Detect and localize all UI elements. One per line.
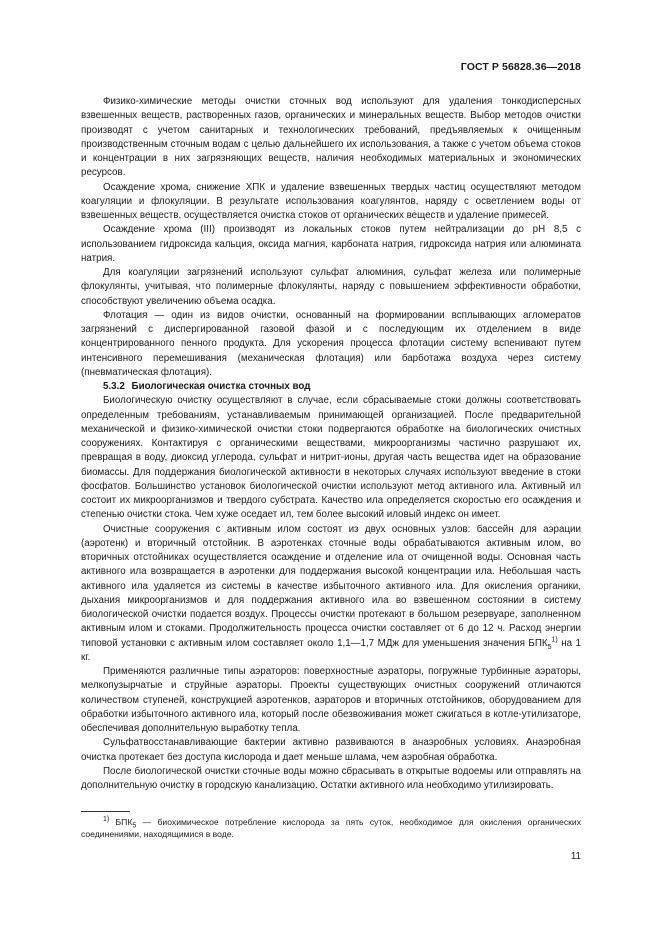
paragraph-text: Очистные сооружения с активным илом состоят из двух основных узлов: бассейн для аэрации (аэротенк) и вторичный отстойник. В аэротенках сточные воды обрабатываются активным илом, во вторичных отстойниках осуществляется осаждение и отделение ила от очищенной воды. Основная часть активного ила возвращается в аэротенки для поддержания высокой концентрации ила. Небольшая часть активного ила удаляется из системы в качестве избыточного активного ила. Для окисления органики, дыхания микроорганизмов и для поддержания активного ила во взвешенном состоянии в систему биологической очистки подается воздух. Процессы очистки протекают в большом резервуаре, заполненном активным илом и стоками. Продолжительность процесса очистки составляет от 6 до 12 ч. Расход энергии типовой установки с активным илом составляет около 1,1—1,7 МДж для уменьшения значения БПК	[81, 523, 581, 649]
footnote-abbr: БПК	[115, 817, 133, 827]
paragraph-tail: на 1 кг.	[81, 637, 581, 663]
footnote-divider	[81, 811, 130, 812]
section-number: 5.3.2	[103, 381, 125, 392]
subscript: 5	[132, 822, 137, 830]
paragraph	[81, 523, 581, 666]
section-heading	[81, 380, 581, 394]
paragraph: Для коагуляции загрязнений используют сульфат алюминия, сульфат железа или полимерные флокулянты, учитывая, что полимерные флокулянты, наряду с повышением эффективности обработки, способствуют увеличению объема осадка.	[81, 267, 581, 307]
paragraph: Сульфатвосстанавливающие бактерии активно развиваются в анаэробных условиях. Анаэробная очистка протекает без доступа кислорода и дает меньше шлама, чем аэробная обработка.	[81, 737, 581, 763]
paragraph: Биологическую очистку осуществляют в случае, если сбрасываемые стоки должны соответствовать определенным требованиям, устанавливаемым принимающей организацией. После предварительной механической и физико-химической очистки стоки подвергаются обработке на биологических очистных сооружениях. Контактируя с органическими веществами, микроорганизмы частично разрушают их, превращая в воду, диоксид углерода, сульфат и нитрит-ионы, другая часть вещества идет на образование биомассы. Для поддержания биологической активности в некоторых случаях используют введение в стоки фосфатов. Большинство установок биологической очистки используют метод активного ила. Активный ил состоит их микроорганизмов и твердого субстрата. Качество ила определяется скоростью его осаждения и степенью очистки стока. Чем хуже оседает ил, тем более высокий иловый индекс он имеет.	[81, 395, 581, 521]
paragraph: Применяются различные типы аэраторов: поверхностные аэраторы, погружные турбинные аэраторы, мелкопузырчатые и струйные аэраторы. Проекты существующих очистных сооружений отличаются количеством ступеней, конструкцией аэротенков, аэраторов и вторичных отстойников, оборудованием для обработки избыточного активного ила, который после обезвоживания может сжигаться в котле-утилизаторе, обеспечивая дополнительную выработку тепла.	[81, 666, 581, 734]
paragraph: Флотация — один из видов очистки, основанный на формировании всплывающих агломератов загрязнений с диспергированной газовой фазой и с последующим их отделением в виде концентрированного пенного продукта. Для ускорения процесса флотации систему вспенивают путем интенсивного перемешивания (механическая флотация) или барботажа воздуха через систему (пневматическая флотация).	[81, 309, 581, 378]
page-number: 11	[570, 851, 581, 862]
main-text	[81, 95, 581, 793]
paragraph: Осаждение хрома, снижение ХПК и удаление взвешенных твердых частиц осуществляют методом коагуляции и флокуляции. В результате использования коагулянтов, наряду с осветлением воды от взвешенных веществ, осуществляется очистка стоков от органических веществ и удаление примесей.	[81, 181, 581, 221]
footnote-mark: 1)	[103, 816, 110, 824]
paragraph: После биологической очистки сточные воды можно сбрасывать в открытые водоемы или отправлять на дополнительную очистку в городскую канализацию. Остатки активного ила необходимо утилизировать.	[81, 765, 581, 791]
paragraph: Физико-химические методы очистки сточных вод используют для удаления тонкодисперсных взвешенных веществ, растворенных газов, органических и минеральных веществ. Выбор методов очистки производят с учетом санитарных и технологических требований, предъявляемых к очищенным производственным сточным водам с целью дальнейшего их использования, а также с учетом объема стоков и концентрации в них загрязняющих веществ, наличия необходимых материальных и экономических ресурсов.	[81, 96, 581, 179]
footnote	[81, 816, 581, 840]
paragraph: Осаждение хрома (III) производят из локальных стоков путем нейтрализации до pH 8,5 с использованием гидроксида кальция, оксида магния, карбоната натрия, гидроксида натрия или алюмината натрия.	[81, 224, 581, 264]
document-header: ГОСТ Р 56828.36—2018	[460, 61, 581, 73]
section-title: Биологическая очистка сточных вод	[131, 381, 311, 392]
footnote-ref: 1)	[551, 636, 558, 644]
subscript: 5	[547, 643, 552, 651]
footnote-body: — биохимическое потребление кислорода за пять суток, необходимое для окисления органических соединениями, находящимися в воде.	[81, 817, 581, 839]
footnote-text	[81, 816, 581, 840]
